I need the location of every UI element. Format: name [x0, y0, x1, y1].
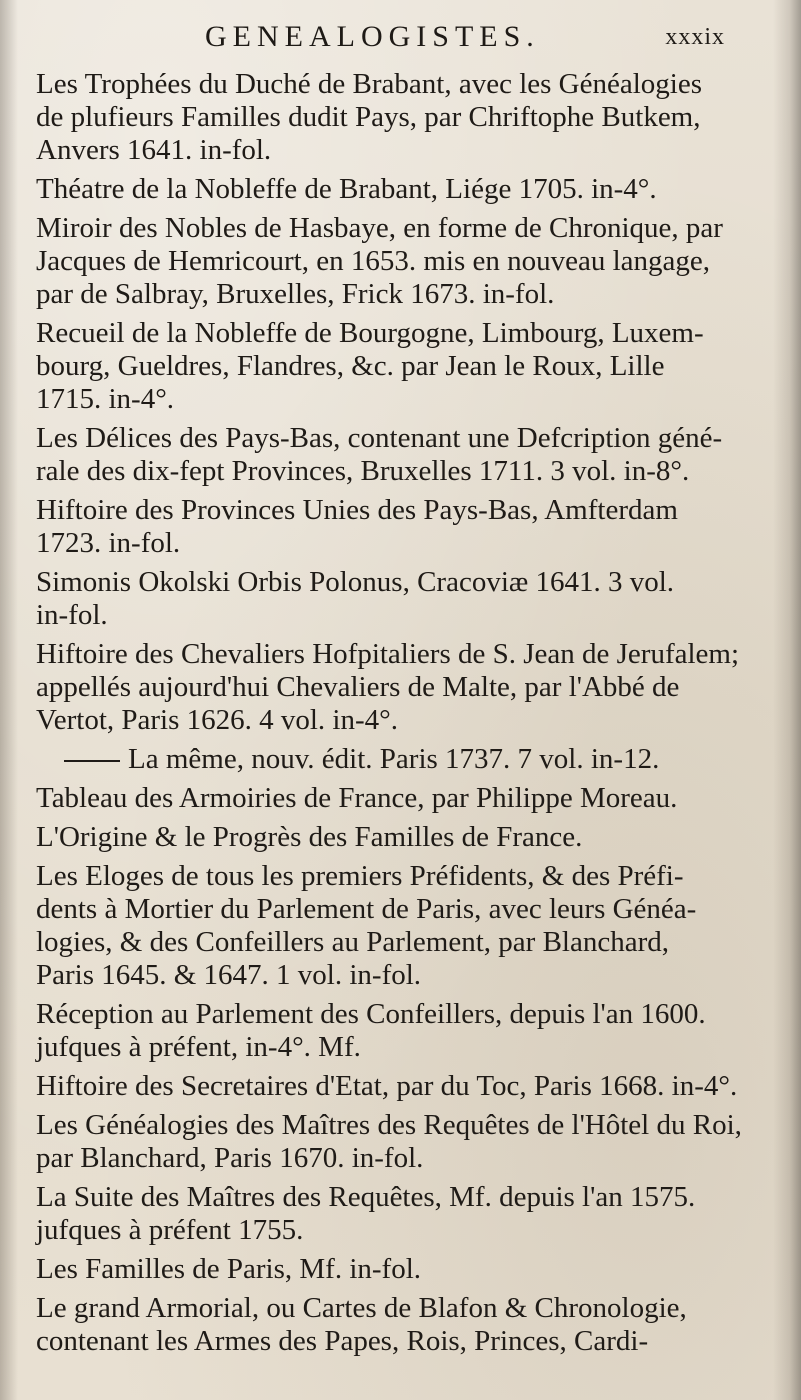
bibliography-entry: [36, 638, 771, 737]
entry-line: [64, 743, 659, 775]
entry-line: Paris 1645. & 1647. 1 vol. in-fol.: [36, 959, 422, 991]
entry-line: La Suite des Maîtres des Requêtes, Mf. depuis l'an 1575.: [36, 1181, 696, 1213]
entry-line: Vertot, Paris 1626. 4 vol. in-4°.: [36, 704, 398, 736]
entry-line: par Blanchard, Paris 1670. in-fol.: [36, 1142, 424, 1174]
entry-line: appellés aujourd'hui Chevaliers de Malte, par l'Abbé de: [36, 671, 680, 703]
bibliography-entry: [36, 494, 771, 560]
entry-line: par de Salbray, Bruxelles, Frick 1673. in-fol.: [36, 278, 555, 310]
entry-line: Simonis Okolski Orbis Polonus, Cracoviæ 1641. 3 vol.: [36, 566, 675, 598]
ditto-dash: [64, 760, 120, 762]
bibliography-entry: [36, 212, 771, 311]
bibliography-list: [36, 68, 771, 1364]
entry-line: L'Origine & le Progrès des Familles de France.: [36, 821, 583, 853]
entry-line: logies, & des Confeillers au Parlement, par Blanchard,: [36, 926, 669, 958]
bibliography-entry: [36, 317, 771, 416]
entry-line: Tableau des Armoiries de France, par Philippe Moreau.: [36, 782, 678, 814]
bibliography-entry: [36, 566, 771, 632]
entry-line: Hiftoire des Chevaliers Hofpitaliers de S. Jean de Jerufalem;: [36, 638, 740, 670]
entry-line: Réception au Parlement des Confeillers, depuis l'an 1600.: [36, 998, 706, 1030]
page-header: [205, 20, 725, 60]
entry-line: 1723. in-fol.: [36, 527, 181, 559]
entry-line: Hiftoire des Secretaires d'Etat, par du Toc, Paris 1668. in-4°.: [36, 1070, 738, 1102]
entry-line: Les Eloges de tous les premiers Préfidents, & des Préfi-: [36, 860, 684, 892]
page-gutter-shadow: [0, 0, 18, 1400]
entry-line: Recueil de la Nobleffe de Bourgogne, Limbourg, Luxem-: [36, 317, 704, 349]
entry-line: Hiftoire des Provinces Unies des Pays-Bas, Amfterdam: [36, 494, 678, 526]
bibliography-entry: [36, 743, 771, 776]
running-title: GENEALOGISTES.: [205, 20, 540, 53]
bibliography-entry: [36, 68, 771, 167]
bibliography-entry: [36, 860, 771, 992]
entry-line: jufques à préfent, in-4°. Mf.: [36, 1031, 361, 1063]
entry-line: Anvers 1641. in-fol.: [36, 134, 272, 166]
bibliography-entry: [36, 1253, 771, 1286]
bibliography-entry: [36, 821, 771, 854]
bibliography-entry: [36, 1109, 771, 1175]
bibliography-entry: [36, 422, 771, 488]
entry-line: dents à Mortier du Parlement de Paris, avec leurs Généa-: [36, 893, 697, 925]
entry-line: Jacques de Hemricourt, en 1653. mis en nouveau langage,: [36, 245, 711, 277]
bibliography-entry: [36, 782, 771, 815]
entry-line: Les Trophées du Duché de Brabant, avec les Généalogies: [36, 68, 702, 100]
entry-line: rale des dix-fept Provinces, Bruxelles 1711. 3 vol. in-8°.: [36, 455, 690, 487]
bibliography-entry: [36, 998, 771, 1064]
entry-line: Les Familles de Paris, Mf. in-fol.: [36, 1253, 422, 1285]
entry-line: Miroir des Nobles de Hasbaye, en forme de Chronique, par: [36, 212, 723, 244]
entry-line: contenant les Armes des Papes, Rois, Princes, Cardi-: [36, 1325, 649, 1357]
page-number: xxxix: [665, 24, 725, 50]
entry-line-text: La même, nouv. édit. Paris 1737. 7 vol. in-12.: [128, 743, 660, 775]
entry-line: Théatre de la Nobleffe de Brabant, Liége 1705. in-4°.: [36, 173, 657, 205]
entry-line: 1715. in-4°.: [36, 383, 175, 415]
entry-line: Les Généalogies des Maîtres des Requêtes de l'Hôtel du Roi,: [36, 1109, 742, 1141]
entry-line: bourg, Gueldres, Flandres, &c. par Jean le Roux, Lille: [36, 350, 665, 382]
entry-line: in-fol.: [36, 599, 108, 631]
bibliography-entry: [36, 1292, 771, 1358]
bibliography-entry: [36, 1070, 771, 1103]
page-edge-shadow: [773, 0, 801, 1400]
bibliography-entry: [36, 1181, 771, 1247]
entry-line: jufques à préfent 1755.: [36, 1214, 304, 1246]
entry-line: Les Délices des Pays-Bas, contenant une Defcription géné-: [36, 422, 723, 454]
bibliography-entry: [36, 173, 771, 206]
entry-line: de plufieurs Familles dudit Pays, par Chriftophe Butkem,: [36, 101, 701, 133]
entry-line: Le grand Armorial, ou Cartes de Blafon & Chronologie,: [36, 1292, 687, 1324]
